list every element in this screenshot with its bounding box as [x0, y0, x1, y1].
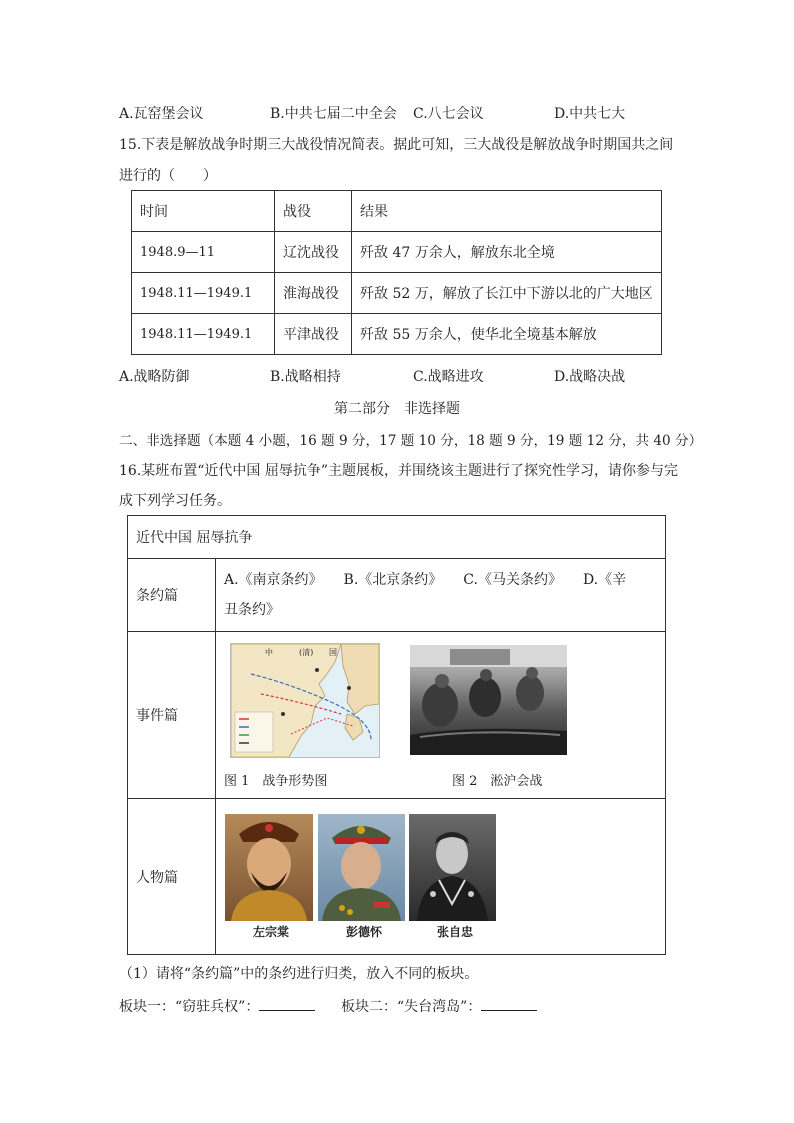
- row-result: 歼敌 52 万，解放了长江中下游以北的广大地区: [352, 273, 662, 314]
- person-name: 张自忠: [437, 925, 474, 939]
- q14-option-c: C.八七会议: [413, 106, 484, 122]
- block1-answer-blank[interactable]: [259, 998, 315, 1011]
- block2-answer-blank[interactable]: [481, 998, 537, 1011]
- row-campaign: 平津战役: [275, 314, 352, 355]
- q15-option-c: C.战略进攻: [413, 369, 484, 385]
- campaign-table: [131, 190, 662, 355]
- header-result: 结果: [352, 191, 662, 232]
- treaty-options-line2: 丑条约》: [224, 602, 280, 618]
- fig1-caption: 图 1 战争形势图: [224, 774, 328, 789]
- row-time: 1948.11—1949.1: [132, 314, 275, 355]
- map-label: 中: [265, 648, 273, 657]
- people-label: 人物篇: [128, 799, 216, 955]
- part2-section-heading: 二、非选择题（本题 4 小题，16 题 9 分，17 题 10 分，18 题 9 分，19 题 12 分，共 40 分）: [119, 433, 703, 449]
- block1-line: [119, 996, 315, 1016]
- block1-label: 板块一：“窃驻兵权”：: [119, 999, 260, 1015]
- row-result: 歼敌 55 万余人，使华北全境基本解放: [352, 314, 662, 355]
- battle-photo: [410, 645, 567, 755]
- person-name: 彭德怀: [346, 925, 383, 939]
- board-title: 近代中国 屈辱抗争: [128, 516, 666, 559]
- row-time: 1948.11—1949.1: [132, 273, 275, 314]
- row-campaign: 辽沈战役: [275, 232, 352, 273]
- row-result: 歼敌 47 万余人，解放东北全境: [352, 232, 662, 273]
- table-row: [132, 232, 662, 273]
- q16-stem-line2: 成下列学习任务。: [119, 493, 231, 509]
- map-label: (清): [299, 648, 314, 657]
- row-campaign: 淮海战役: [275, 273, 352, 314]
- header-time: 时间: [132, 191, 275, 232]
- block2-line: [341, 996, 537, 1016]
- fig2-caption: 图 2 淞沪会战: [452, 774, 543, 789]
- person-name: 左宗棠: [253, 925, 290, 939]
- q15-stem-line2: 进行的（ ）: [119, 168, 217, 184]
- header-campaign: 战役: [275, 191, 352, 232]
- portrait-zuo-zongtang: [225, 814, 313, 921]
- table-header-row: [132, 191, 662, 232]
- table-row: [132, 273, 662, 314]
- q16-sub1: （1）请将“条约篇”中的条约进行归类，放入不同的板块。: [119, 966, 479, 982]
- treaty-options-line1: A.《南京条约》 B.《北京条约》 C.《马关条约》 D.《辛: [224, 572, 627, 588]
- part2-title: 第二部分 非选择题: [334, 401, 460, 417]
- portrait-zhang-zizhong: [409, 814, 496, 921]
- q15-stem-line1: 15.下表是解放战争时期三大战役情况简表。据此可知，三大战役是解放战争时期国共之间: [119, 137, 674, 153]
- map-label: 国: [329, 648, 337, 657]
- q14-option-b: B.中共七届二中全会: [270, 106, 397, 122]
- block2-label: 板块二：“失台湾岛”：: [341, 999, 482, 1015]
- q15-option-b: B.战略相持: [270, 369, 341, 385]
- row-time: 1948.9—11: [132, 232, 275, 273]
- q14-option-a: A.瓦窑堡会议: [119, 106, 204, 122]
- table-row: [132, 314, 662, 355]
- treaty-label: 条约篇: [128, 559, 216, 632]
- war-situation-map: [230, 643, 380, 758]
- event-label: 事件篇: [128, 632, 216, 799]
- portrait-peng-dehuai: [318, 814, 405, 921]
- q15-option-a: A.战略防御: [119, 369, 190, 385]
- q14-option-d: D.中共七大: [554, 106, 626, 122]
- q16-stem-line1: 16.某班布置“近代中国 屈辱抗争”主题展板，并围绕该主题进行了探究性学习，请你参与完: [119, 463, 679, 479]
- q15-option-d: D.战略决战: [554, 369, 626, 385]
